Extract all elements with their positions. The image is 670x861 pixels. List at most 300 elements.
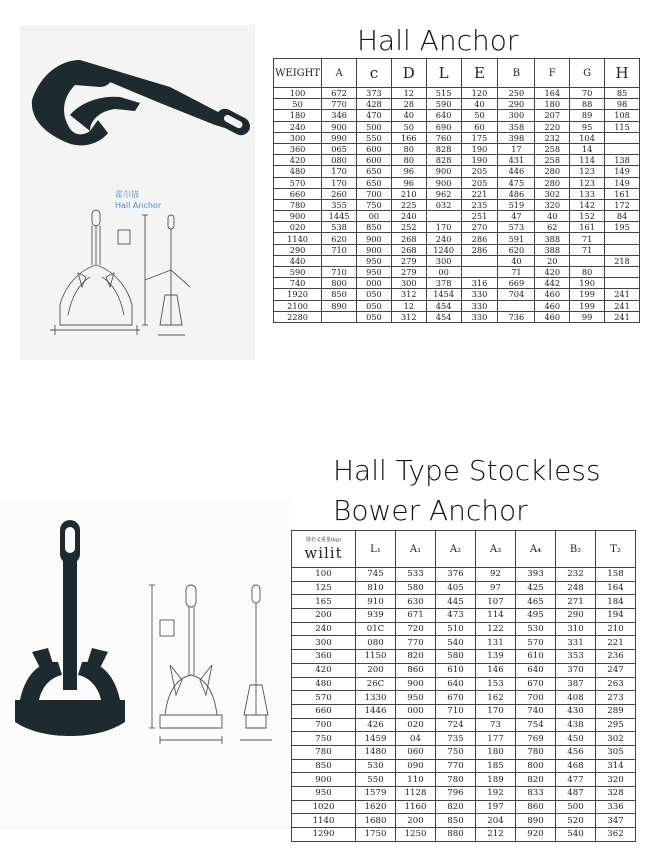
table-row [292, 595, 636, 609]
table-cell: 020 [274, 222, 322, 233]
table-row [292, 581, 636, 595]
table-cell: 620 [322, 233, 357, 244]
table-cell: 199 [570, 300, 605, 311]
stockless-anchor-table-header [292, 531, 636, 568]
table-cell: 95 [570, 121, 605, 132]
header-d: D [391, 59, 426, 88]
table-cell: 123 [570, 177, 605, 188]
table-cell: 89 [570, 110, 605, 121]
table-cell: 50 [274, 99, 322, 110]
table-cell: 258 [535, 143, 570, 154]
table-cell: 353 [556, 650, 596, 664]
table-cell: 330 [461, 289, 498, 300]
table-cell: 17 [498, 143, 535, 154]
table-cell: 900 [292, 773, 356, 787]
table-cell: 880 [436, 828, 476, 842]
table-cell: 460 [535, 289, 570, 300]
table-cell: 40 [391, 110, 426, 121]
table-cell: 610 [436, 663, 476, 677]
table-cell: 199 [570, 289, 605, 300]
header-h: H [605, 59, 640, 88]
table-cell [605, 233, 640, 244]
table-cell: 172 [605, 199, 640, 210]
table-cell: 454 [426, 311, 461, 322]
table-cell: 200 [292, 609, 356, 623]
table-row [274, 267, 640, 278]
table-cell: 164 [596, 581, 636, 595]
table-cell: 170 [476, 704, 516, 718]
table-cell: 26C [356, 677, 396, 691]
table-cell: 796 [436, 787, 476, 801]
table-row [292, 691, 636, 705]
table-cell: 020 [396, 718, 436, 732]
table-cell: 1020 [292, 800, 356, 814]
table-row [292, 814, 636, 828]
table-cell: 225 [391, 199, 426, 210]
table-cell: 442 [535, 278, 570, 289]
table-cell: 570 [292, 691, 356, 705]
table-cell: 530 [516, 622, 556, 636]
table-cell: 290 [556, 609, 596, 623]
table-row [292, 663, 636, 677]
table-cell: 900 [396, 677, 436, 691]
table-cell: 1140 [292, 814, 356, 828]
table-cell: 920 [516, 828, 556, 842]
table-cell: 735 [436, 732, 476, 746]
table-cell: 780 [516, 745, 556, 759]
table-cell: 519 [498, 199, 535, 210]
table-cell [461, 267, 498, 278]
table-cell: 122 [476, 622, 516, 636]
table-cell: 950 [357, 255, 392, 266]
table-cell: 85 [605, 88, 640, 99]
header-a1: A₁ [396, 531, 436, 568]
table-row [292, 622, 636, 636]
table-cell: 1579 [356, 787, 396, 801]
table-cell: 700 [516, 691, 556, 705]
table-cell: 92 [476, 568, 516, 582]
table-cell: 724 [436, 718, 476, 732]
table-cell: 73 [476, 718, 516, 732]
table-cell: 300 [391, 278, 426, 289]
table-cell: 221 [461, 188, 498, 199]
table-cell: 750 [292, 732, 356, 746]
table-cell: 123 [570, 166, 605, 177]
table-cell: 310 [556, 622, 596, 636]
table-cell: 446 [498, 166, 535, 177]
table-cell: 295 [596, 718, 636, 732]
table-cell: 250 [498, 88, 535, 99]
table-cell: 280 [535, 166, 570, 177]
table-cell: 290 [274, 244, 322, 255]
table-cell: 165 [292, 595, 356, 609]
table-cell: 640 [516, 663, 556, 677]
table-cell [498, 300, 535, 311]
table-cell: 650 [357, 166, 392, 177]
table-cell: 149 [605, 166, 640, 177]
table-cell: 328 [596, 787, 636, 801]
table-cell: 378 [426, 278, 461, 289]
table-cell: 000 [396, 704, 436, 718]
table-row [274, 99, 640, 110]
table-cell: 890 [516, 814, 556, 828]
header-weight-kg [292, 531, 356, 568]
table-cell: 320 [596, 773, 636, 787]
table-cell: 125 [292, 581, 356, 595]
hall-anchor-image-panel [20, 25, 255, 360]
hall-anchor-illustration [20, 25, 255, 360]
table-cell: 720 [396, 622, 436, 636]
table-cell: 96 [391, 166, 426, 177]
table-cell: 331 [556, 636, 596, 650]
table-cell: 152 [570, 211, 605, 222]
table-cell: 236 [596, 650, 636, 664]
table-cell: 780 [436, 773, 476, 787]
table-cell: 40 [535, 211, 570, 222]
table-cell: 305 [596, 745, 636, 759]
table-cell: 630 [396, 595, 436, 609]
table-cell: 107 [476, 595, 516, 609]
table-cell: 660 [274, 188, 322, 199]
table-cell: 362 [596, 828, 636, 842]
table-cell: 540 [436, 636, 476, 650]
table-cell: 355 [322, 199, 357, 210]
stockless-anchor-spec-table [291, 530, 636, 842]
table-cell: 47 [498, 211, 535, 222]
table-cell [461, 255, 498, 266]
table-row [274, 233, 640, 244]
table-cell: 050 [357, 289, 392, 300]
table-cell: 373 [357, 88, 392, 99]
table-cell: 1240 [426, 244, 461, 255]
table-cell: 445 [436, 595, 476, 609]
table-cell: 850 [436, 814, 476, 828]
table-cell: 149 [605, 177, 640, 188]
table-cell: 1445 [322, 211, 357, 222]
table-row [292, 800, 636, 814]
table-cell: 80 [570, 267, 605, 278]
table-cell: 290 [498, 99, 535, 110]
header-a3: A₃ [476, 531, 516, 568]
table-row [292, 745, 636, 759]
table-cell: 1454 [426, 289, 461, 300]
table-row [274, 289, 640, 300]
table-cell: 000 [357, 278, 392, 289]
table-cell: 195 [605, 222, 640, 233]
table-row [292, 773, 636, 787]
table-cell [605, 244, 640, 255]
header-weight-cn: 锚名义重量(kg) [305, 536, 342, 543]
table-cell: 218 [605, 255, 640, 266]
table-cell: 050 [357, 300, 392, 311]
table-cell: 110 [396, 773, 436, 787]
table-cell: 500 [556, 800, 596, 814]
table-cell: 99 [570, 311, 605, 322]
table-row [274, 255, 640, 266]
table-cell: 71 [570, 233, 605, 244]
hall-anchor-photo [32, 60, 253, 145]
table-cell: 1680 [356, 814, 396, 828]
table-cell: 465 [516, 595, 556, 609]
table-cell: 71 [498, 267, 535, 278]
table-cell: 221 [596, 636, 636, 650]
table-cell: 530 [356, 759, 396, 773]
table-row [292, 704, 636, 718]
table-row [274, 278, 640, 289]
table-cell: 180 [476, 745, 516, 759]
table-cell: 80 [391, 155, 426, 166]
table-cell: 360 [292, 650, 356, 664]
header-b2: B₂ [556, 531, 596, 568]
table-cell: 268 [391, 233, 426, 244]
table-row [274, 110, 640, 121]
table-cell: 197 [476, 800, 516, 814]
table-cell: 2100 [274, 300, 322, 311]
table-cell: 40 [498, 255, 535, 266]
table-cell: 50 [461, 110, 498, 121]
table-cell: 300 [426, 255, 461, 266]
table-cell: 600 [357, 143, 392, 154]
table-cell: 1920 [274, 289, 322, 300]
table-cell: 950 [357, 267, 392, 278]
table-row [274, 199, 640, 210]
table-cell: 850 [357, 222, 392, 233]
table-cell: 1160 [396, 800, 436, 814]
table-row [274, 188, 640, 199]
table-row [292, 609, 636, 623]
table-cell: 860 [516, 800, 556, 814]
table-cell: 346 [322, 110, 357, 121]
table-cell: 770 [322, 99, 357, 110]
table-cell: 405 [436, 581, 476, 595]
table-cell: 189 [476, 773, 516, 787]
table-cell: 84 [605, 211, 640, 222]
table-cell: 330 [461, 300, 498, 311]
table-cell: 473 [436, 609, 476, 623]
table-cell: 273 [596, 691, 636, 705]
table-cell: 408 [556, 691, 596, 705]
table-cell: 207 [535, 110, 570, 121]
table-cell: 550 [356, 773, 396, 787]
table-cell: 540 [556, 828, 596, 842]
table-cell: 690 [426, 121, 461, 132]
table-cell: 258 [535, 155, 570, 166]
table-cell: 289 [596, 704, 636, 718]
table-cell: 316 [461, 278, 498, 289]
table-row [274, 300, 640, 311]
table-row [274, 166, 640, 177]
table-cell: 600 [357, 155, 392, 166]
table-cell: 133 [570, 188, 605, 199]
table-cell: 460 [535, 311, 570, 322]
table-cell: 425 [516, 581, 556, 595]
table-cell: 570 [274, 177, 322, 188]
table-cell: 360 [274, 143, 322, 154]
table-row [292, 677, 636, 691]
table-cell: 175 [461, 132, 498, 143]
table-cell: 520 [556, 814, 596, 828]
table-cell: 114 [476, 609, 516, 623]
table-row [274, 143, 640, 154]
table-cell: 672 [322, 88, 357, 99]
table-cell: 454 [426, 300, 461, 311]
table-cell: 314 [596, 759, 636, 773]
table-cell [322, 311, 357, 322]
table-cell: 252 [391, 222, 426, 233]
table-cell: 192 [476, 787, 516, 801]
table-cell: 162 [476, 691, 516, 705]
table-cell: 580 [396, 581, 436, 595]
table-cell: 710 [436, 704, 476, 718]
table-cell: 220 [535, 121, 570, 132]
table-cell: 279 [391, 255, 426, 266]
table-cell: 890 [322, 300, 357, 311]
table-row [292, 787, 636, 801]
table-cell: 1480 [356, 745, 396, 759]
table-cell: 090 [396, 759, 436, 773]
table-cell: 704 [498, 289, 535, 300]
table-cell: 500 [357, 121, 392, 132]
table-cell: 138 [605, 155, 640, 166]
table-cell: 12 [391, 88, 426, 99]
table-cell: 387 [556, 677, 596, 691]
table-cell: 01C [356, 622, 396, 636]
table-cell: 780 [274, 199, 322, 210]
table-cell: 170 [322, 177, 357, 188]
table-cell: 153 [476, 677, 516, 691]
stockless-anchor-technical-drawing [149, 585, 272, 744]
table-cell: 590 [426, 99, 461, 110]
table-cell: 241 [605, 289, 640, 300]
table-cell: 710 [322, 267, 357, 278]
table-cell: 204 [476, 814, 516, 828]
table-cell: 164 [535, 88, 570, 99]
table-cell: 990 [322, 132, 357, 143]
table-cell: 393 [516, 568, 556, 582]
table-cell: 312 [391, 289, 426, 300]
table-cell: 550 [357, 132, 392, 143]
table-cell: 460 [535, 300, 570, 311]
table-cell: 438 [556, 718, 596, 732]
table-cell: 251 [461, 211, 498, 222]
table-cell: 271 [556, 595, 596, 609]
header-t2: T₂ [596, 531, 636, 568]
table-cell: 760 [426, 132, 461, 143]
table-cell: 241 [605, 311, 640, 322]
table-cell [570, 255, 605, 266]
header-l1: L₁ [356, 531, 396, 568]
table-cell: 428 [357, 99, 392, 110]
table-cell: 280 [535, 177, 570, 188]
table-cell: 240 [292, 622, 356, 636]
table-cell: 440 [274, 255, 322, 266]
table-cell: 670 [436, 691, 476, 705]
table-cell: 190 [461, 155, 498, 166]
table-cell: 660 [292, 704, 356, 718]
table-cell: 573 [498, 222, 535, 233]
header-a: A [322, 59, 357, 88]
header-b: B [498, 59, 535, 88]
table-cell: 670 [516, 677, 556, 691]
table-cell: 300 [274, 132, 322, 143]
table-cell: 950 [396, 691, 436, 705]
table-cell: 426 [356, 718, 396, 732]
stockless-anchor-illustration [0, 500, 290, 830]
table-cell: 60 [461, 121, 498, 132]
table-cell: 20 [535, 255, 570, 266]
table-cell: 185 [476, 759, 516, 773]
table-cell: 120 [461, 88, 498, 99]
hall-anchor-technical-drawing [50, 210, 190, 335]
table-cell: 28 [391, 99, 426, 110]
header-f: F [535, 59, 570, 88]
table-cell: 833 [516, 787, 556, 801]
table-cell: 610 [516, 650, 556, 664]
table-cell: 108 [605, 110, 640, 121]
hall-anchor-title: Hall Anchor [357, 24, 519, 57]
table-cell: 248 [556, 581, 596, 595]
table-cell: 470 [357, 110, 392, 121]
table-cell: 180 [274, 110, 322, 121]
table-cell: 2280 [274, 311, 322, 322]
table-cell: 184 [596, 595, 636, 609]
table-cell: 769 [516, 732, 556, 746]
table-cell: 430 [556, 704, 596, 718]
table-cell: 745 [356, 568, 396, 582]
table-cell: 050 [357, 311, 392, 322]
table-cell: 177 [476, 732, 516, 746]
table-cell: 1150 [356, 650, 396, 664]
table-row [274, 132, 640, 143]
table-cell: 96 [391, 177, 426, 188]
table-cell: 158 [596, 568, 636, 582]
table-cell: 04 [396, 732, 436, 746]
table-row [292, 636, 636, 650]
stockless-anchor-image-panel [0, 500, 290, 830]
table-cell: 477 [556, 773, 596, 787]
table-cell: 139 [476, 650, 516, 664]
table-cell: 260 [322, 188, 357, 199]
table-cell: 420 [292, 663, 356, 677]
table-cell: 71 [570, 244, 605, 255]
table-cell [605, 143, 640, 154]
table-cell: 320 [535, 199, 570, 210]
header-weight: WEIGHT [274, 59, 322, 88]
table-cell: 100 [274, 88, 322, 99]
table-cell: 210 [596, 622, 636, 636]
table-row [292, 759, 636, 773]
table-cell: 650 [357, 177, 392, 188]
table-cell: 12 [391, 300, 426, 311]
table-cell: 669 [498, 278, 535, 289]
table-cell: 263 [596, 677, 636, 691]
table-cell: 591 [498, 233, 535, 244]
table-cell: 060 [396, 745, 436, 759]
table-cell: 750 [436, 745, 476, 759]
header-a2: A₂ [436, 531, 476, 568]
header-l: L [426, 59, 461, 88]
table-cell: 80 [391, 143, 426, 154]
table-cell: 810 [356, 581, 396, 595]
table-cell: 170 [426, 222, 461, 233]
table-cell: 302 [596, 732, 636, 746]
table-cell: 212 [476, 828, 516, 842]
table-cell: 1620 [356, 800, 396, 814]
table-cell: 486 [498, 188, 535, 199]
table-cell: 1290 [292, 828, 356, 842]
table-row [274, 311, 640, 322]
table-cell: 170 [322, 166, 357, 177]
